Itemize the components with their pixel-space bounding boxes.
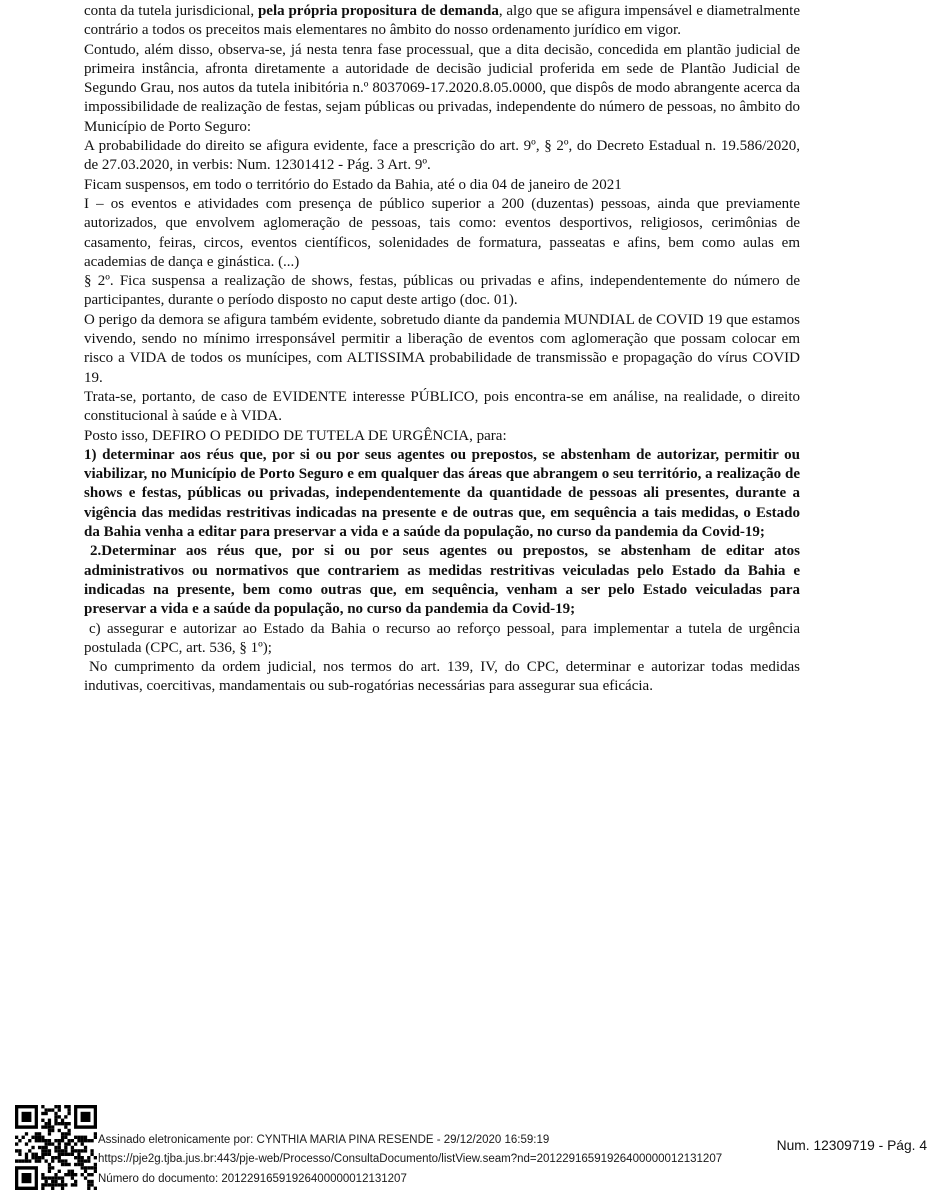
paragraph-defiro-tutela: Posto isso, DEFIRO O PEDIDO DE TUTELA DE URGÊNCIA, para: bbox=[84, 427, 507, 444]
paragraph-contudo: Contudo, além disso, observa-se, já nesta tenra fase processual, que a dita decisão, concedida em plantão judicial de primeira instância, afronta diretamente a autoridade de decisão judicial proferida em sede de Plantão Judicial de Segundo Grau, nos autos da tutela inibitória n.º 8037069-17.2020.8.05.0000, que dispôs de modo abrangente acerca da impossibilidade de realização de festas, sejam públicas ou privadas, independente do número de pessoas, no âmbito do Município de Porto Seguro: bbox=[84, 41, 800, 135]
paragraph-text: conta da tutela jurisdicional, bbox=[84, 3, 258, 19]
qr-code-icon bbox=[15, 1105, 97, 1190]
page-number-stamp: Num. 12309719 - Pág. 4 bbox=[776, 1138, 927, 1153]
paragraph-cumprimento-ordem: No cumprimento da ordem judicial, nos termos do art. 139, IV, do CPC, determinar e autorizar todas medidas indutivas, coercitivas, mandamentais ou sub-rogatórias necessárias para assegurar sua eficácia. bbox=[84, 659, 800, 695]
paragraph-tutela-jurisdicional bbox=[84, 2, 800, 41]
paragraph-bold-text: pela própria propositura de demanda bbox=[257, 3, 499, 19]
paragraph-text: , algo que se afigura impensável e diametralmente contrário a todos os preceitos mais elementares no âmbito do nosso ordenamento jurídico em vigor. bbox=[84, 3, 800, 39]
paragraph-probabilidade: A probabilidade do direito se afigura evidente, face a prescrição do art. 9º, § 2º, do Decreto Estadual n. 19.586/2020, de 27.03.2020, in verbis: Num. 12301412 - Pág. 3 Art. 9º. bbox=[84, 138, 800, 174]
paragraph-inciso-i: I – os eventos e atividades com presença de público superior a 200 (duzentas) pessoas, ainda que previamente autorizados, que envolvem aglomeração de pessoas, tais como: eventos desportivos, religiosos, cerimônias de casamento, feiras, circos, eventos científicos, solenidades de formatura, passeatas e afins, bem como aulas em academias de dança e ginástica. (...) bbox=[84, 195, 800, 270]
document-body bbox=[84, 2, 800, 697]
paragraph-item-2-determinar: 2.Determinar aos réus que, por si ou por seus agentes ou prepostos, se abstenham de editar atos administrativos ou normativos que contrariem as medidas restritivas veiculadas pelo Estado da Bahia e indicadas na presente, bem como outras que, em sequência, venham a ser pelo Estado veiculadas para preservar a vida e a saúde da população, no curso da pandemia da Covid-19; bbox=[84, 543, 800, 618]
document-number-line: Número do documento: 20122916591926400000012131207 bbox=[98, 1172, 407, 1185]
verification-url: https://pje2g.tjba.jus.br:443/pje-web/Processo/ConsultaDocumento/listView.seam?nd=20122916591926400000012131207 bbox=[98, 1153, 723, 1166]
paragraph-interesse-publico: Trata-se, portanto, de caso de EVIDENTE interesse PÚBLICO, pois encontra-se em análise, na realidade, o direito constitucional à saúde e à VIDA. bbox=[84, 388, 800, 425]
paragraph-perigo-da-demora: O perigo da demora se afigura também evidente, sobretudo diante da pandemia MUNDIAL de COVID 19 que estamos vivendo, sendo no mínimo irresponsável permitir a liberação de eventos com aglomeração que possam colocar em risco a VIDA de todos os munícipes, com ALTISSIMA probabilidade de transmissão e propagação do vírus COVID 19. bbox=[84, 311, 800, 386]
paragraph-item-1-determinar: 1) determinar aos réus que, por si ou por seus agentes ou prepostos, se abstenham de autorizar, permitir ou viabilizar, no Município de Porto Seguro e em qualquer das áreas que abrangem o seu território, a realização de shows e festas, públicas ou privadas, independentemente da quantidade de pessoas ali presentes, durante a vigência das medidas restritivas indicadas na presente e de outras que, em sequência a tais medidas, o Estado da Bahia venha a editar para preservar a vida e a saúde da população, no curso da pandemia da Covid-19; bbox=[84, 446, 800, 541]
signature-line: Assinado eletronicamente por: CYNTHIA MARIA PINA RESENDE - 29/12/2020 16:59:19 bbox=[98, 1134, 550, 1146]
signature-footer bbox=[98, 1131, 722, 1189]
paragraph-item-c-assegurar: c) assegurar e autorizar ao Estado da Bahia o recurso ao reforço pessoal, para implementar a tutela de urgência postulada (CPC, art. 536, § 1º); bbox=[84, 620, 800, 656]
paragraph-ficam-suspensos: Ficam suspensos, em todo o território do Estado da Bahia, até o dia 04 de janeiro de 2021 bbox=[84, 176, 622, 193]
paragraph-paragrafo-segundo: § 2º. Fica suspensa a realização de shows, festas, públicas ou privadas e afins, independentemente do número de participantes, durante o período disposto no caput deste artigo (doc. 01). bbox=[84, 273, 800, 309]
